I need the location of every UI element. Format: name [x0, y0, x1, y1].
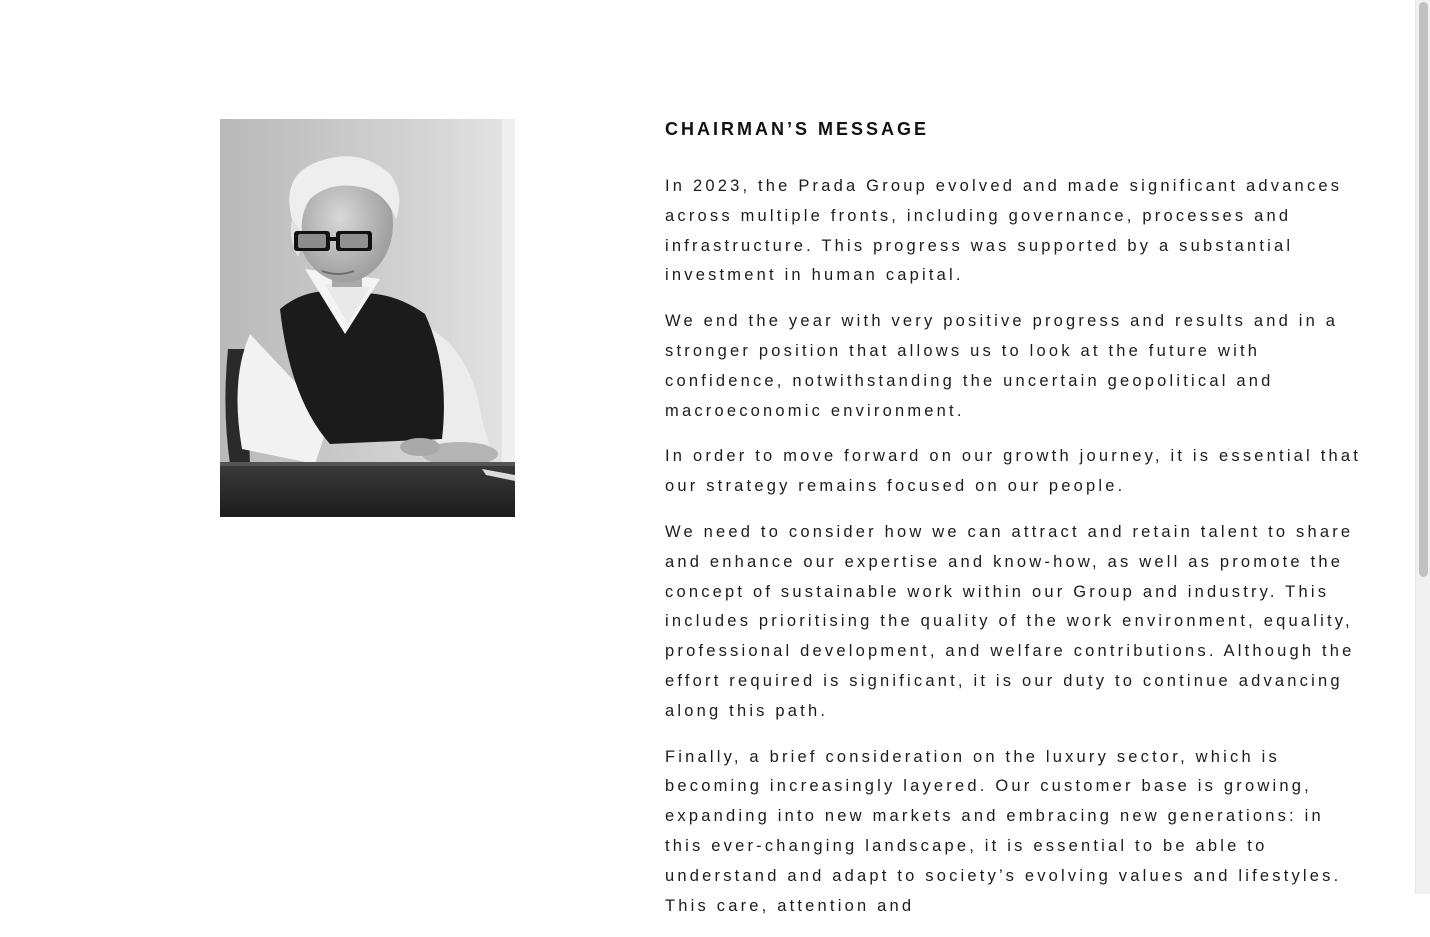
chairman-portrait: [220, 119, 515, 517]
message-paragraph: We need to consider how we can attract and retain talent to share and enhance our expertise and know-how, as well as promote the concept of sustainable work within our Group and industry. This includes prioritising the quality of the work environment, equality, professional development, and welfare contributions. Although the effort required is significant, it is our duty to continue advancing along this path.: [665, 522, 1355, 720]
message-paragraph: We end the year with very positive progress and results and in a stronger position that allows us to look at the future with confidence, notwithstanding the uncertain geopolitical and macroeconomic environment.: [665, 312, 1339, 420]
message-paragraph: In 2023, the Prada Group evolved and made significant advances across multiple fronts, including governance, processes and infrastructure. This progress was supported by a substantial investment in human capital.: [665, 177, 1343, 285]
chairman-portrait-image: [220, 119, 515, 517]
message-paragraph: Finally, a brief consideration on the luxury sector, which is becoming increasingly layered. Our customer base is growing, expanding into new markets and embracing new generations: in this ever-changing landscape, it is essential to be able to understand and adapt to society’s evolving values and lifestyles. This care, attention and: [665, 747, 1342, 915]
scrollbar-thumb[interactable]: [1419, 2, 1428, 577]
section-title: CHAIRMAN’S MESSAGE: [665, 119, 930, 139]
chairman-message-section: [665, 117, 1365, 937]
vertical-scrollbar[interactable]: [1415, 0, 1430, 894]
message-paragraph: In order to move forward on our growth journey, it is essential that our strategy remains focused on our people.: [665, 447, 1362, 496]
